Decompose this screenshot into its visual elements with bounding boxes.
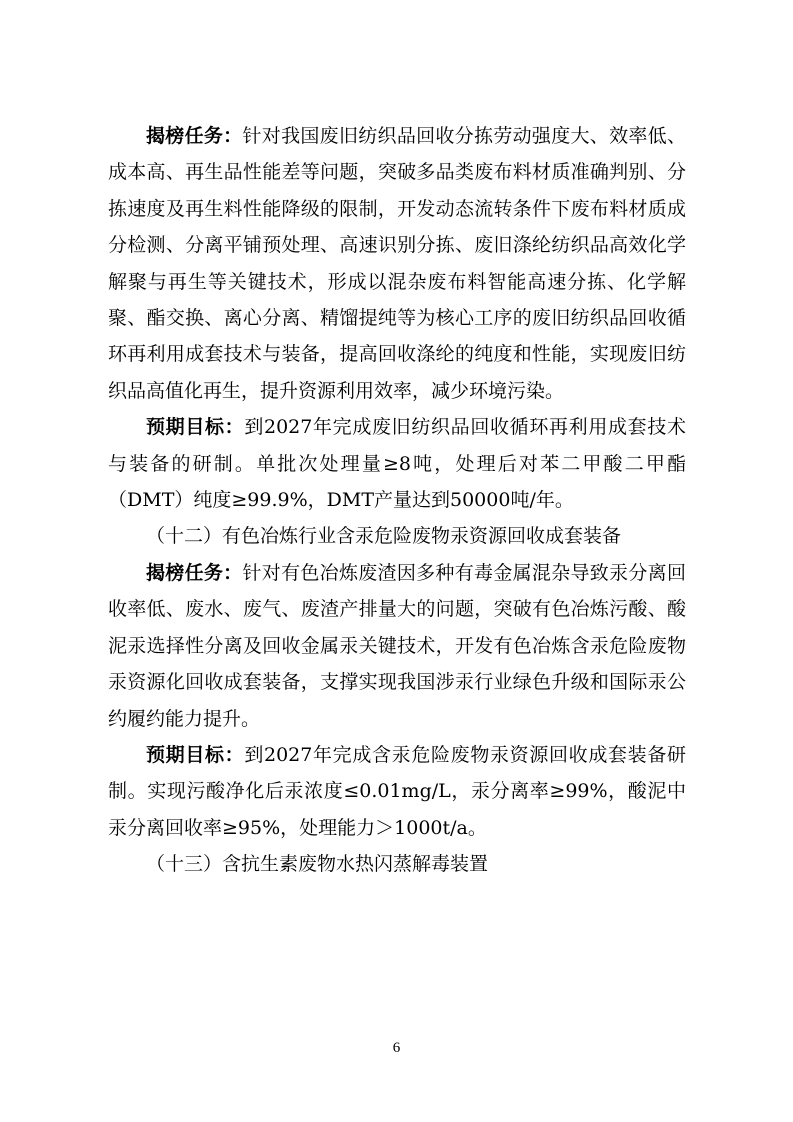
paragraph-text: 针对我国废旧纺织品回收分拣劳动强度大、效率低、成本高、再生品性能差等问题，突破多品类废布料材质准确判别、分拣速度及再生料性能降级的限制，开发动态流转条件下废布料材质成分检测、分离平铺预处理、高速识别分拣、废旧涤纶纺织品高效化学解聚与再生等关键技术，形成以混杂废布料智能高速分拣、化学解聚、酯交换、离心分离、精馏提纯等为核心工序的废旧纺织品回收循环再利用成套技术与装备，提高回收涤纶的纯度和性能，实现废旧纺织品高值化再生，提升资源利用效率，减少环境污染。	[108, 125, 686, 402]
paragraph-text: 到2027年完成含汞危险废物汞资源回收成套装备研制。实现污酸净化后汞浓度≤0.01mg/L，汞分离率≥99%，酸泥中汞分离回收率≥95%，处理能力＞1000t/a。	[108, 743, 686, 839]
paragraph-task-11	[108, 118, 686, 409]
paragraph-text: 针对有色冶炼废渣因多种有毒金属混杂导致汞分离回收率低、废水、废气、废渣产排量大的问题，突破有色冶炼污酸、酸泥汞选择性分离及回收金属汞关键技术，开发有色冶炼含汞危险废物汞资源化回收成套装备，支撑实现我国涉汞行业绿色升级和国际汞公约履约能力提升。	[108, 561, 686, 730]
paragraph-goal-12	[108, 737, 686, 846]
document-body	[108, 118, 686, 883]
page-number: 6	[392, 1040, 401, 1056]
section-heading-13: （十三）含抗生素废物水热闪蒸解毒装置	[146, 853, 489, 876]
paragraph-label: 揭榜任务：	[146, 125, 243, 147]
paragraph-goal-11	[108, 409, 686, 518]
paragraph-label: 预期目标：	[146, 416, 245, 439]
section-heading-12: （十二）有色冶炼行业含汞危险废物汞资源回收成套装备	[146, 525, 622, 548]
paragraph-label: 预期目标：	[146, 743, 245, 766]
paragraph-text: 到2027年完成废旧纺织品回收循环再利用成套技术与装备的研制。单批次处理量≥8吨，处理后对苯二甲酸二甲酯（DMT）纯度≥99.9%，DMT产量达到50000吨/年。	[108, 416, 686, 512]
paragraph-label: 揭榜任务：	[146, 561, 243, 584]
paragraph-task-12	[108, 555, 686, 737]
